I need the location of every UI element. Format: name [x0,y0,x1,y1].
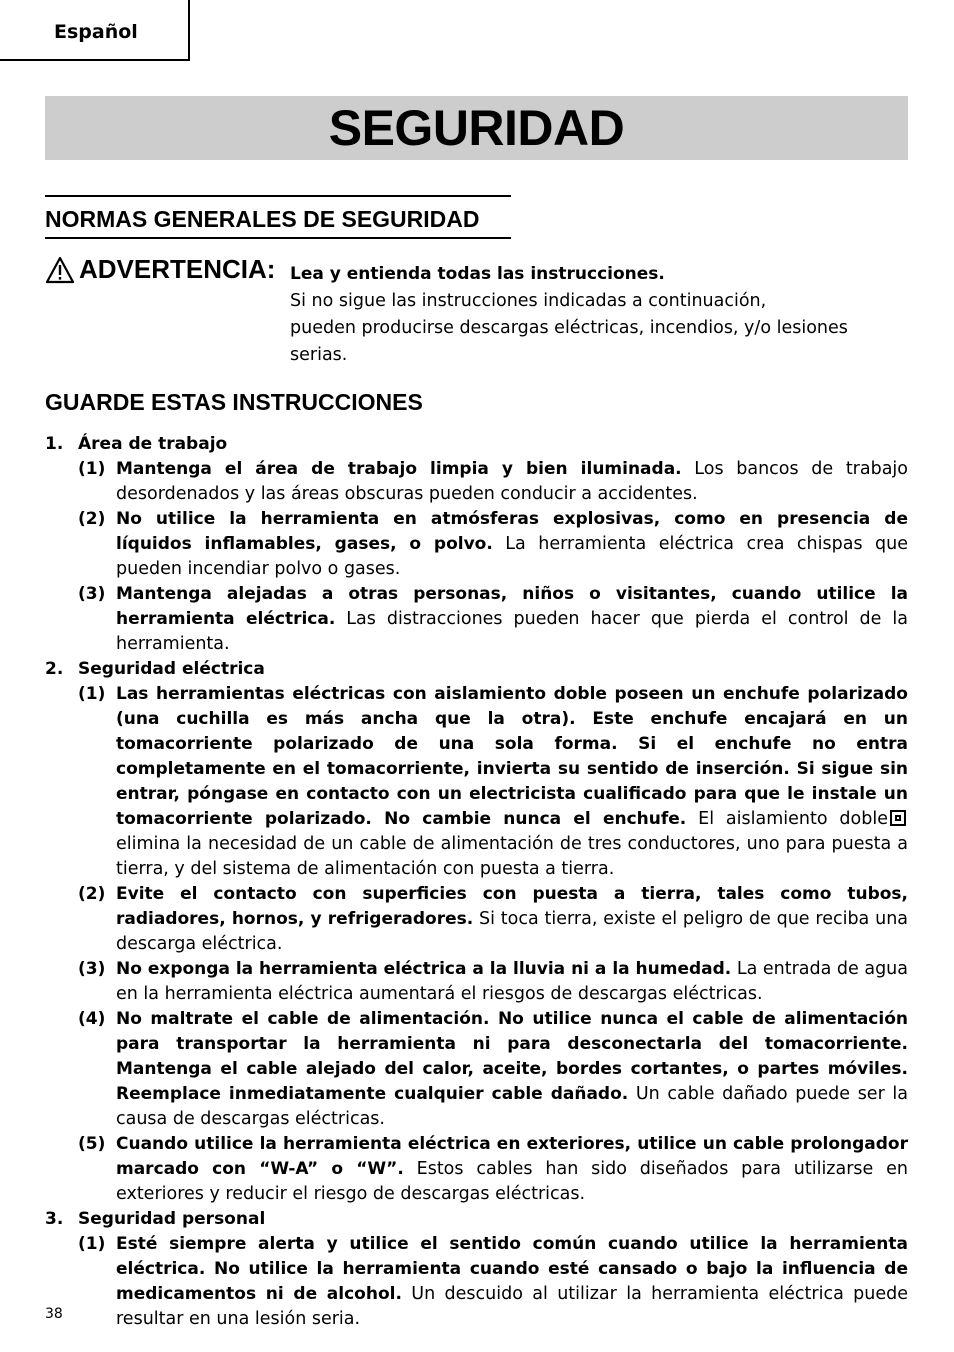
category-number: 3. [45,1209,64,1229]
rule-item [45,957,908,1007]
rule-item [45,1007,908,1132]
rule-plain-text: Los bancos de trabajo desordenados y las áreas obscuras pueden conducir a accidentes. [116,459,909,504]
rule-number: (1) [78,684,106,704]
rule-plain-text: Estos cables han sido diseñados para utilizarse en exteriores y reducir el riesgo de descargas eléctricas. [116,1159,908,1204]
warning-word: ADVERTENCIA: [79,254,276,284]
language-label: Español [54,21,138,43]
warning-triangle-icon [45,256,75,284]
rule-plain-text: La entrada de agua en la herramienta eléctrica aumentará el riesgos de descargas eléctricas. [116,959,908,1004]
rule-text [116,1232,908,1332]
rule-text [116,457,908,507]
rule-text [116,882,908,957]
rule-text [116,682,908,882]
section-heading [45,195,511,239]
rule-bold-text: No maltrate el cable de alimentación. No utilice nunca el cable de alimentación para transportar la herramienta ni para desconectarla del tomacorriente. Mantenga el cable alejado del calor, aceite, bordes cortantes, o partes móviles. Reemplace inmediatamente cualquier cable dañado. [116,1009,908,1104]
rule-item [45,1232,908,1332]
rule-item [45,1132,908,1207]
rule-number: (1) [78,459,106,479]
section-title: NORMAS GENERALES DE SEGURIDAD [45,206,480,232]
category-title: Seguridad personal [78,1209,266,1229]
rule-plain-text: La herramienta eléctrica crea chispas que pueden incendiar polvo o gases. [116,534,909,579]
category-heading [45,432,908,457]
rule-text [116,1132,908,1207]
rule-plain-text: Las distracciones pueden hacer que pierda el control de la herramienta. [116,609,908,654]
warning-line: Si no sigue las instrucciones indicadas a continuación, [290,291,767,311]
warning-text [290,261,910,369]
rule-bold-text: Mantenga alejadas a otras personas, niños o visitantes, cuando utilice la herramienta eléctrica. [116,584,908,629]
rule-plain-text: Un cable dañado puede ser la causa de descargas eléctricas. [116,1084,908,1129]
rule-text [116,507,908,582]
warning-lead: Lea y entienda todas las instrucciones. [290,264,665,284]
rule-number: (4) [78,1009,106,1029]
rule-item [45,582,908,657]
keep-instructions-title: GUARDE ESTAS INSTRUCCIONES [45,389,423,415]
rule-plain-text: Un descuido al utilizar la herramienta eléctrica puede resultar en una lesión seria. [116,1284,908,1329]
warning-line: pueden producirse descargas eléctricas, incendios, y/o lesiones [290,318,848,338]
rule-bold-text: Esté siempre alerta y utilice el sentido común cuando utilice la herramienta eléctrica. No utilice la herramienta cuando esté cansado o bajo la influencia de medicamentos ni de alcohol. [116,1234,908,1304]
rule-number: (2) [78,509,106,529]
title-band [45,96,908,160]
rule-plain-text: elimina la necesidad de un cable de alimentación de tres conductores, uno para puesta a tierra, y del sistema de alimentación con puesta a tierra. [116,834,908,879]
rule-number: (2) [78,884,106,904]
warning-label [45,254,275,285]
rule-text [116,1007,908,1132]
rule-bold-text: Las herramientas eléctricas con aislamiento doble poseen un enchufe polarizado (una cuchilla es más ancha que la otra). Este enchufe encajará en un tomacorriente polarizado de una sola forma. Si el enchufe no entra completamente en el tomacorriente, invierta su sentido de inserción. Si sigue sin entrar, póngase en contacto con un electricista cualificado para que le instale un tomacorriente polarizado. No cambie nunca el enchufe. [116,684,908,829]
rule-number: (3) [78,584,106,604]
category-heading [45,657,908,682]
rule-bold-text: Mantenga el área de trabajo limpia y bien iluminada. [116,459,682,479]
language-tab [0,0,190,61]
rule-text [116,582,908,657]
rule-item [45,507,908,582]
rules-list [45,432,908,1332]
page-title: SEGURIDAD [328,100,625,156]
rule-item [45,457,908,507]
rule-bold-text: No utilice la herramienta en atmósferas explosivas, como en presencia de líquidos inflamables, gases, o polvo. [116,509,908,554]
category-title: Seguridad eléctrica [78,659,265,679]
rule-text [116,957,908,1007]
rule-item [45,882,908,957]
page-number: 38 [45,1306,63,1322]
rule-plain-text: El aislamiento doble [686,809,888,829]
rule-number: (1) [78,1234,106,1254]
rule-bold-text: Cuando utilice la herramienta eléctrica en exteriores, utilice un cable prolongador marcado con “W-A” o “W”. [116,1134,908,1179]
category-title: Área de trabajo [78,434,228,454]
category-number: 2. [45,659,64,679]
rule-bold-text: Evite el contacto con superficies con puesta a tierra, tales como tubos, radiadores, hornos, y refrigeradores. [116,884,908,929]
warning-line: serias. [290,345,348,365]
rule-bold-text: No exponga la herramienta eléctrica a la lluvia ni a la humedad. [116,959,732,979]
rule-item [45,682,908,882]
double-insulation-icon [890,810,906,826]
rule-number: (3) [78,959,106,979]
category-heading [45,1207,908,1232]
category-number: 1. [45,434,64,454]
rule-plain-text: Si toca tierra, existe el peligro de que reciba una descarga eléctrica. [116,909,909,954]
rule-number: (5) [78,1134,106,1154]
